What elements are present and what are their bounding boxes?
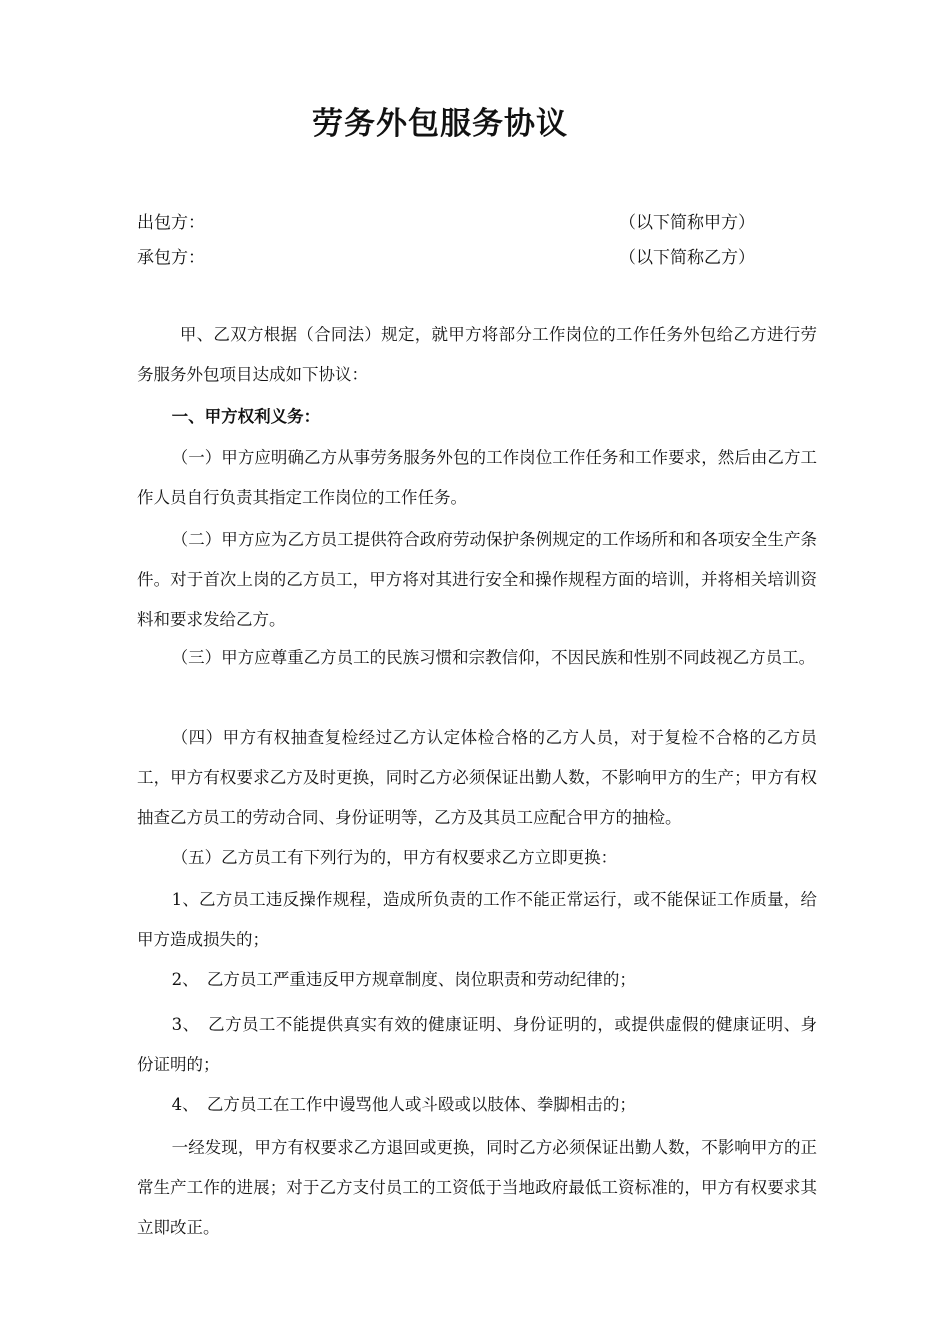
section-heading: 一、甲方权利义务：	[171, 407, 321, 426]
list-item-1: 1、乙方员工违反操作规程，造成所负责的工作不能正常运行，或不能保证工作质量，给甲方造成损失的；	[137, 890, 817, 949]
party-label: 出包方：	[137, 213, 205, 233]
closing-paragraph: 一经发现，甲方有权要求乙方退回或更换，同时乙方必须保证出勤人数，不影响甲方的正常生产工作的进展；对于乙方支付员工的工资低于当地政府最低工资标准的，甲方有权要求其立即改正。	[137, 1138, 817, 1237]
clause-2: （二）甲方应为乙方员工提供符合政府劳动保护条例规定的工作场所和和各项安全生产条件。对于首次上岗的乙方员工，甲方将对其进行安全和操作规程方面的培训，并将相关培训资料和要求发给乙方。	[137, 530, 817, 629]
clause-1: （一）甲方应明确乙方从事劳务服务外包的工作岗位工作任务和工作要求，然后由乙方工作人员自行负责其指定工作岗位的工作任务。	[137, 448, 817, 507]
list-item-2: 2、 乙方员工严重违反甲方规章制度、岗位职责和劳动纪律的；	[171, 970, 636, 989]
clause-3: （三）甲方应尊重乙方员工的民族习惯和宗教信仰，不因民族和性别不同歧视乙方员工。	[171, 648, 816, 667]
party-contractor-out	[137, 208, 757, 238]
intro-paragraph: 甲、乙双方根据（合同法）规定，就甲方将部分工作岗位的工作任务外包给乙方进行劳务服务外包项目达成如下协议：	[137, 325, 817, 384]
party-contractor-in	[137, 243, 757, 273]
clause-4: （四）甲方有权抽查复检经过乙方认定体检合格的乙方人员，对于复检不合格的乙方员工，甲方有权要求乙方及时更换，同时乙方必须保证出勤人数，不影响甲方的生产；甲方有权抽查乙方员工的劳动合同、身份证明等，乙方及其员工应配合甲方的抽检。	[137, 728, 817, 827]
document-title: 劳务外包服务协议	[312, 106, 568, 142]
party-alias: （以下简称甲方）	[619, 213, 755, 233]
party-label: 承包方：	[137, 248, 205, 268]
list-item-3: 3、 乙方员工不能提供真实有效的健康证明、身份证明的，或提供虚假的健康证明、身份证明的；	[137, 1015, 817, 1074]
list-item-4: 4、 乙方员工在工作中谩骂他人或斗殴或以肢体、拳脚相击的；	[171, 1095, 636, 1114]
clause-5: （五）乙方员工有下列行为的，甲方有权要求乙方立即更换：	[171, 848, 618, 867]
party-alias: （以下简称乙方）	[619, 248, 755, 268]
